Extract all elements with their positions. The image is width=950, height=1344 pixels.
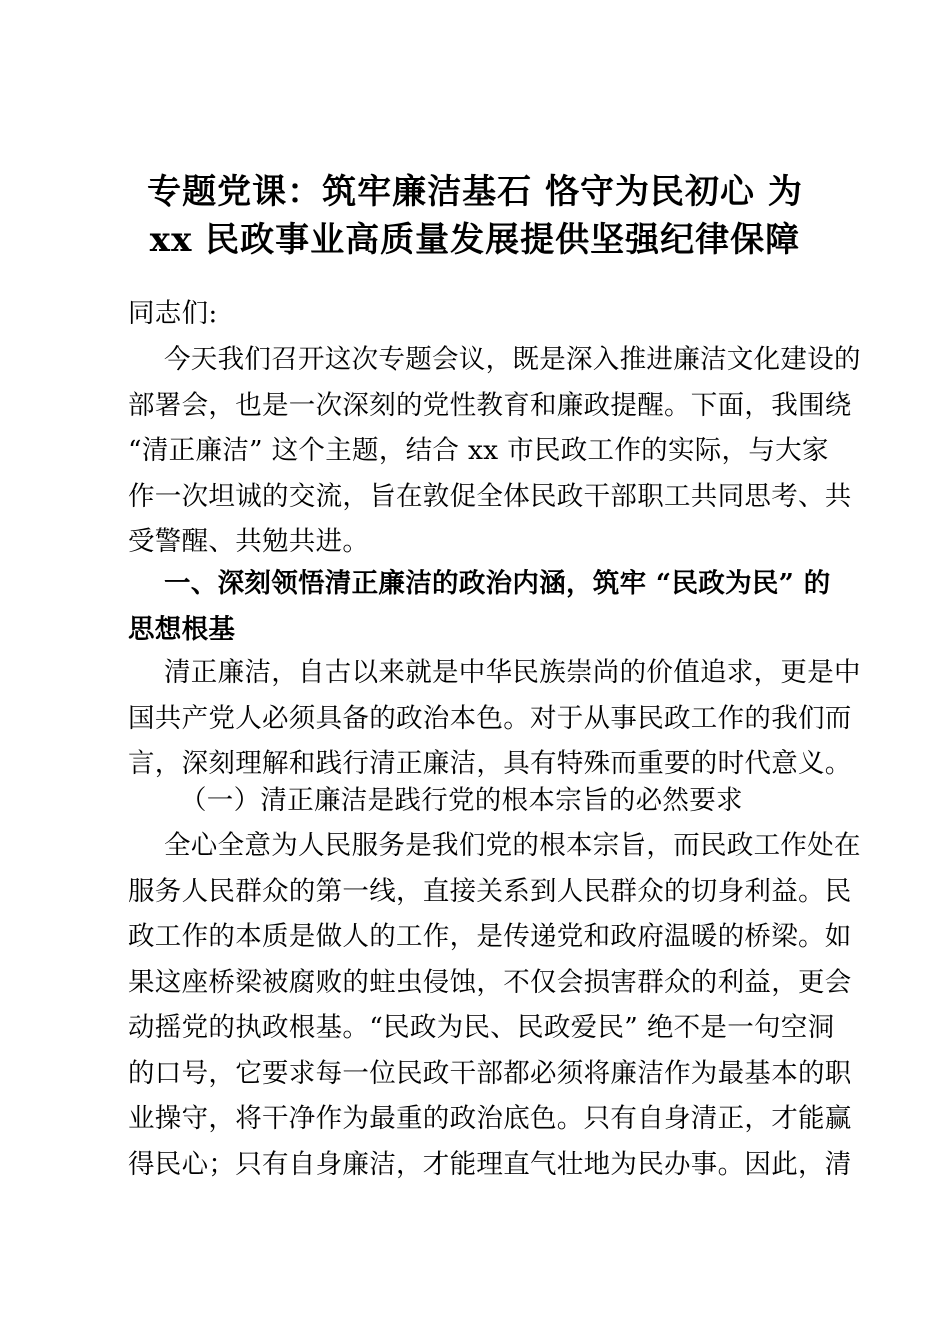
paragraph-line: 得民心；只有自身廉洁，才能理直气壮地为民办事。因此，清	[128, 1148, 852, 1180]
paragraph-line: 清正廉洁，自古以来就是中华民族崇尚的价值追求，更是中	[164, 657, 861, 688]
page-title	[110, 168, 840, 264]
subheading-line: （一）清正廉洁是践行党的根本宗旨的必然要求	[180, 785, 743, 816]
paragraph-line: 言，深刻理解和践行清正廉洁，具有特殊而重要的时代意义。	[128, 748, 852, 779]
paragraph-line: 果这座桥梁被腐败的蛀虫侵蚀，不仅会损害群众的利益，更会	[128, 966, 852, 998]
paragraph-line: 部署会，也是一次深刻的党性教育和廉政提醒。下面，我围绕	[128, 389, 852, 421]
paragraph-line: 受警醒、共勉共进。	[128, 526, 370, 557]
title-line-2: xx 民政事业高质量发展提供坚强纪律保障	[149, 220, 801, 260]
subsection-heading-1	[128, 778, 828, 824]
paragraph-line: 业操守，将干净作为最重的政治底色。只有自身清正，才能赢	[128, 1103, 852, 1134]
paragraph-line: 今天我们召开这次专题会议，既是深入推进廉洁文化建设的	[164, 344, 861, 375]
paragraph-line: 全心全意为人民服务是我们党的根本宗旨，而民政工作处在	[164, 830, 861, 861]
paragraph-line: 国共产党人必须具备的政治本色。对于从事民政工作的我们而	[128, 702, 852, 734]
heading-line: 一、深刻领悟清正廉洁的政治内涵，筑牢 “民政为民” 的	[164, 568, 831, 599]
paragraph-section-1	[128, 650, 861, 787]
paragraph-subsection-1	[128, 823, 861, 1187]
paragraph-line: 作一次坦诚的交流，旨在敦促全体民政干部职工共同思考、共	[128, 480, 852, 512]
salutation: 同志们:	[128, 298, 218, 329]
paragraph-line: 的口号，它要求每一位民政干部都必须将廉洁作为最基本的职	[128, 1057, 852, 1089]
paragraph-line: 服务人民群众的第一线，直接关系到人民群众的切身利益。民	[128, 875, 852, 907]
heading-line: 思想根基	[128, 613, 236, 645]
title-line-1: 专题党课：筑牢廉洁基石 恪守为民初心 为	[147, 172, 803, 212]
section-heading-1	[128, 561, 831, 652]
paragraph-line: “清正廉洁” 这个主题，结合 xx 市民政工作的实际，与大家	[128, 435, 829, 466]
paragraph-line: 政工作的本质是做人的工作，是传递党和政府温暖的桥梁。如	[128, 921, 852, 952]
paragraph-line: 动摇党的执政根基。“民政为民、民政爱民” 绝不是一句空洞	[128, 1012, 835, 1043]
paragraph-intro	[128, 337, 861, 565]
